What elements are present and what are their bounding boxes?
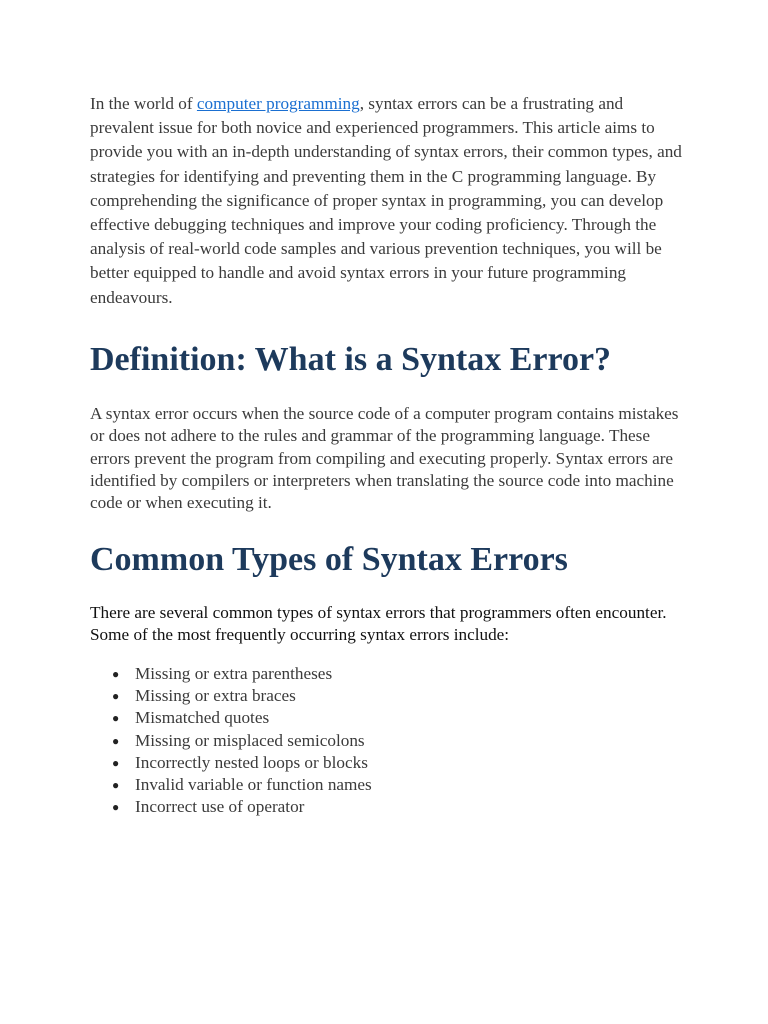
intro-text-rest: , syntax errors can be a frustrating and prevalent issue for both novice and experienced programmers. This article aims to provide you with an in-depth understanding of syntax errors, their common types, and strategies for identifying and preventing them in the C programming language. By comprehending the significance of proper syntax in programming, you can develop effective debugging techniques and improve your coding proficiency. Through the analysis of real-world code samples and various prevention techniques, you will be better equipped to handle and avoid syntax errors in your future programming endeavours. xyxy=(90,94,682,307)
definition-paragraph: A syntax error occurs when the source code of a computer program contains mistakes or does not adhere to the rules and grammar of the programming language. These errors prevent the program from compiling and executing properly. Syntax errors are identified by compilers or interpreters when translating the source code into machine code or when executing it. xyxy=(90,403,679,513)
list-item-label: Incorrectly nested loops or blocks xyxy=(135,752,368,772)
bullet-icon: ● xyxy=(112,800,120,815)
list-item xyxy=(90,685,690,707)
bullet-icon: ● xyxy=(112,688,120,703)
bullet-icon: ● xyxy=(112,733,120,748)
list-item-label: Invalid variable or function names xyxy=(135,775,372,795)
list-item xyxy=(90,752,690,774)
intro-paragraph xyxy=(90,92,690,310)
common-types-heading: Common Types of Syntax Errors xyxy=(90,540,568,578)
list-item xyxy=(90,774,690,796)
list-item-label: Missing or extra parentheses xyxy=(135,663,333,683)
list-item xyxy=(90,730,690,752)
common-types-paragraph: There are several common types of syntax errors that programmers often encounter. Some of the most frequently occurring syntax errors include: xyxy=(90,602,667,645)
list-item-label: Mismatched quotes xyxy=(135,708,270,728)
definition-heading: Definition: What is a Syntax Error? xyxy=(90,340,612,378)
list-item-label: Missing or extra braces xyxy=(135,685,296,705)
article xyxy=(90,92,690,819)
bullet-icon: ● xyxy=(112,778,120,793)
computer-programming-link[interactable]: computer programming xyxy=(196,94,360,113)
list-item-label: Incorrect use of operator xyxy=(135,797,305,817)
bullet-icon: ● xyxy=(112,755,120,770)
bullet-icon: ● xyxy=(112,711,120,726)
intro-text-start: In the world of xyxy=(90,94,197,113)
syntax-error-list xyxy=(90,663,690,819)
list-item-label: Missing or misplaced semicolons xyxy=(135,730,365,750)
list-item xyxy=(90,707,690,729)
bullet-icon: ● xyxy=(112,666,120,681)
list-item xyxy=(90,663,690,685)
list-item xyxy=(90,796,690,818)
